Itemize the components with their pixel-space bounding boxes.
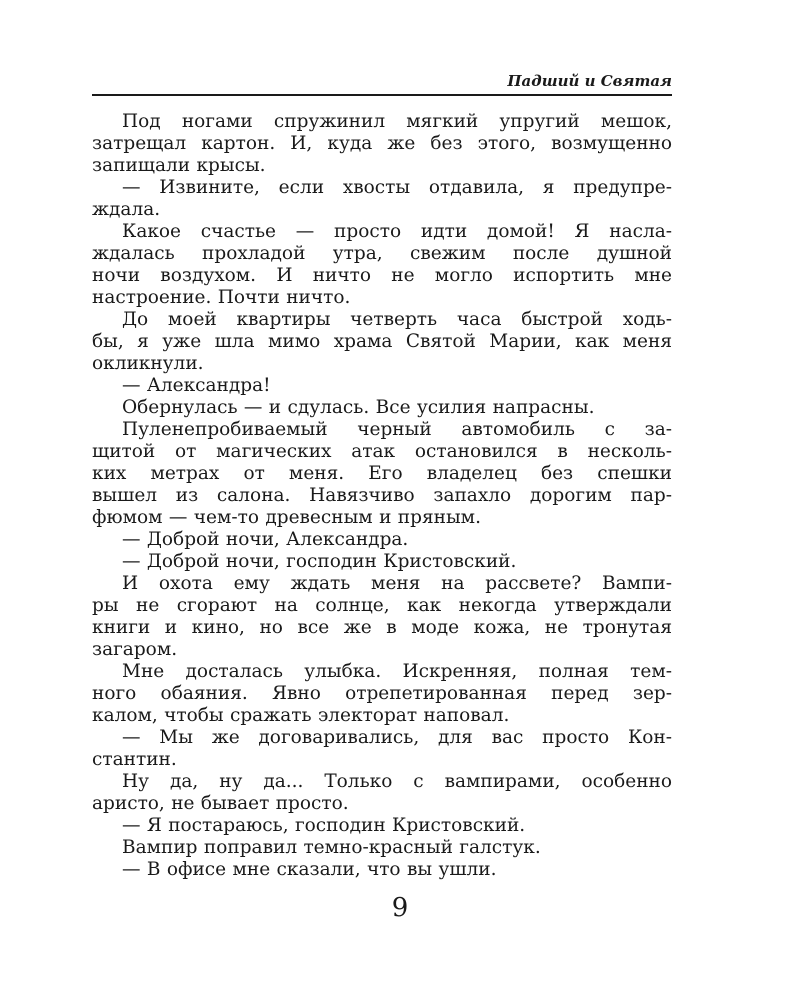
paragraph [92,529,672,551]
text-line: — В офисе мне сказали, что вы ушли. [122,859,497,880]
paragraph [92,177,672,221]
text-line: — Я постараюсь, господин Кристовский. [122,815,526,836]
paragraph [92,727,672,771]
text-line: Обернулась — и сдулась. Все усилия напрасны. [122,397,595,418]
paragraph [92,221,672,309]
text-line: настроение. Почти ничто. [92,287,351,308]
text-line: щитой от магических атак остановился в несколь- [92,441,672,462]
paragraph [92,815,672,837]
text-line: Ну да, ну да... Только с вампирами, особенно [122,771,672,792]
paragraph [92,397,672,419]
text-line: — Доброй ночи, Александра. [122,529,409,550]
paragraph [92,837,672,859]
paragraph [92,771,672,815]
text-line: — Извините, если хвосты отдавила, я предупре- [122,177,672,198]
text-line: Пуленепробиваемый черный автомобиль с за- [122,419,672,440]
page-number: 9 [391,893,409,923]
text-line: фюмом — чем-то древесным и пряным. [92,507,481,528]
text-line: затрещал картон. И, куда же без этого, возмущенно [92,133,672,154]
paragraph [92,661,672,727]
text-line: бы, я уже шла мимо храма Святой Марии, как меня [92,331,672,352]
text-line: вышел из салона. Навязчиво запахло дорогим пар- [92,485,672,506]
text-line: — Александра! [122,375,271,396]
paragraph [92,419,672,529]
text-line: ного обаяния. Явно отрепетированная перед зер- [92,683,672,704]
text-line: ждалась прохладой утра, свежим после душной [92,243,672,264]
running-head-title: Падший и Святая [507,72,672,90]
paragraph [92,375,672,397]
text-line: запищали крысы. [92,155,266,176]
running-head [92,70,672,96]
text-line: Какое счастье — просто идти домой! Я насла- [122,221,672,242]
text-line: стантин. [92,749,177,770]
text-line: ждала. [92,199,161,220]
text-line: — Мы же договаривались, для вас просто Кон- [122,727,672,748]
paragraph [92,573,672,661]
text-line: окликнули. [92,353,204,374]
text-line: Под ногами спружинил мягкий упругий мешок, [122,111,672,132]
text-line: — Доброй ночи, господин Кристовский. [122,551,517,572]
text-line: ночи воздухом. И ничто не могло испортить мне [92,265,672,286]
paragraph [92,859,672,881]
text-line: книги и кино, но все же в моде кожа, не тронутая [92,617,672,638]
paragraph [92,111,672,177]
text-line: аристо, не бывает просто. [92,793,349,814]
text-line: До моей квартиры четверть часа быстрой ходь- [122,309,672,330]
text-line: Мне досталась улыбка. Искренняя, полная тем- [122,661,672,682]
text-line: ких метрах от меня. Его владелец без спешки [92,463,672,484]
paragraph [92,309,672,375]
text-line: загаром. [92,639,178,660]
paragraph [92,551,672,573]
text-body [92,111,672,881]
text-line: ры не сгорают на солнце, как некогда утверждали [92,595,672,616]
text-line: Вампир поправил темно-красный галстук. [122,837,541,858]
text-line: И охота ему ждать меня на рассвете? Вампи- [122,573,672,594]
text-line: калом, чтобы сражать электорат наповал. [92,705,510,726]
